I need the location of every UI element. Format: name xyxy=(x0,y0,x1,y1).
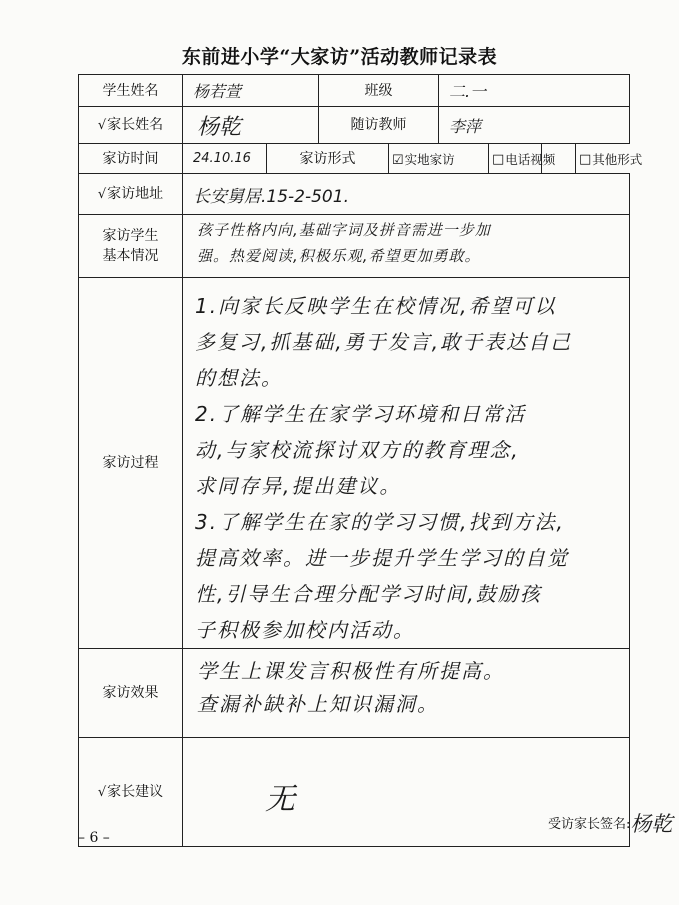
form-title: 东前进小学“大家访”活动教师记录表 xyxy=(181,46,498,68)
signature-label: 受访家长签名: xyxy=(548,817,631,832)
student-name-value: 杨若萱 xyxy=(183,75,319,107)
suggestion-content xyxy=(183,738,673,847)
visit-record-table xyxy=(78,74,673,847)
process-content xyxy=(183,278,630,649)
basic-info-content xyxy=(183,215,630,278)
row-process xyxy=(79,278,630,649)
page-number: – 6 – xyxy=(78,830,110,846)
address-value: 长安舅居.15-2-501. xyxy=(183,174,630,215)
process-line: 2.了解学生在家学习环境和日常活 xyxy=(195,402,527,426)
signature-value: 杨乾 xyxy=(630,812,673,836)
process-line: 3.了解学生在家的学习习惯,找到方法, xyxy=(195,510,565,534)
row-parent-name xyxy=(79,107,630,144)
visit-time-label: 家访时间 xyxy=(79,144,183,174)
visit-form-label: 家访形式 xyxy=(267,144,389,174)
row-student-name xyxy=(79,75,630,107)
visit-form-extra-options xyxy=(488,144,643,174)
row-address xyxy=(79,174,630,215)
effect-label: 家访效果 xyxy=(79,649,183,738)
unchecked-box-icon: □ xyxy=(492,151,505,167)
check-mark-icon: √ xyxy=(97,186,107,202)
grade-label: 班级 xyxy=(319,75,439,107)
student-name-label: 学生姓名 xyxy=(79,75,183,107)
suggestion-value: 无 xyxy=(265,782,295,817)
parent-name-cell xyxy=(79,107,183,144)
process-label: 家访过程 xyxy=(79,278,183,649)
basic-info-line: 强。热爱阅读,积极乐观,希望更加勇敢。 xyxy=(197,247,481,265)
check-mark-icon: √ xyxy=(97,117,107,133)
checked-box-icon: ☑ xyxy=(392,152,404,168)
address-cell xyxy=(79,174,183,215)
option-label-other: 其他形式 xyxy=(592,152,643,167)
basic-info-label-line1: 家访学生 xyxy=(102,228,159,244)
effect-line: 查漏补缺补上知识漏洞。 xyxy=(197,692,439,716)
accompany-teacher-value: 李萍 xyxy=(439,107,630,144)
visit-time-value: 24.10.16 xyxy=(183,144,267,174)
suggestion-label: 家长建议 xyxy=(107,783,164,800)
row-basic-info xyxy=(79,215,630,278)
unchecked-box-icon: □ xyxy=(579,151,592,167)
option-label-onsite: 实地家访 xyxy=(404,151,455,167)
check-mark-icon: √ xyxy=(97,784,107,800)
visit-form-option-phone-video-box[interactable] xyxy=(488,144,575,174)
row-effect xyxy=(79,649,630,738)
process-line: 动,与家校流探讨双方的教育理念, xyxy=(195,438,520,462)
effect-content xyxy=(183,649,630,738)
basic-info-label xyxy=(79,215,183,278)
process-line: 提高效率。进一步提升学生学习的自觉 xyxy=(195,546,569,570)
visit-form-option-other-box[interactable] xyxy=(575,144,643,174)
parent-name-value: 杨乾 xyxy=(183,107,319,144)
basic-info-label-line2: 基本情况 xyxy=(102,248,159,264)
grade-value: 二.一 xyxy=(439,75,630,107)
option-label-phone-video: 电话视频 xyxy=(505,152,556,167)
process-line: 性,引导生合理分配学习时间,鼓励孩 xyxy=(195,582,542,606)
accompany-teacher-label: 随访教师 xyxy=(319,107,439,144)
row-suggestion xyxy=(79,738,630,847)
basic-info-line: 孩子性格内向,基础字词及拼音需进一步加 xyxy=(197,221,491,239)
process-line: 的想法。 xyxy=(195,366,283,390)
effect-line: 学生上课发言积极性有所提高。 xyxy=(197,659,505,683)
process-line: 多复习,抓基础,勇于发言,敢于表达自己 xyxy=(195,330,573,354)
address-label: 家访地址 xyxy=(107,185,164,202)
process-line: 子积极参加校内活动。 xyxy=(195,618,415,642)
process-line: 1.向家长反映学生在校情况,希望可以 xyxy=(195,294,557,318)
process-line: 求同存异,提出建议。 xyxy=(195,474,402,498)
parent-name-label: 家长姓名 xyxy=(107,116,164,133)
signature-area xyxy=(548,808,672,838)
